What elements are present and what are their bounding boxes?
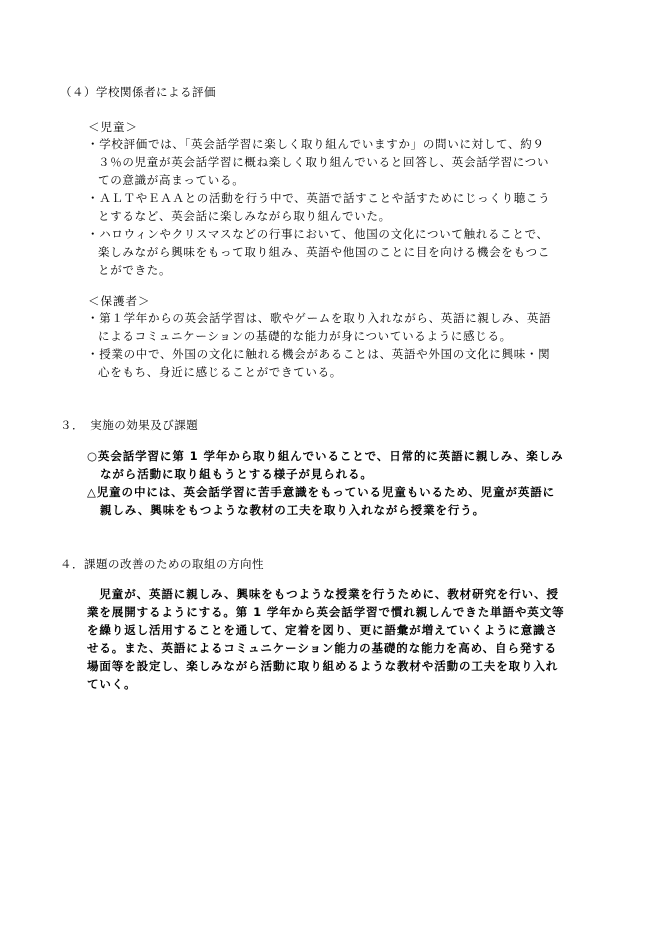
parents-label: ＜保護者＞ <box>88 294 151 308</box>
children-label: ＜児童＞ <box>88 120 138 134</box>
section-heading-improvement-direction: ４．課題の改善のための取組の方向性 <box>60 557 264 571</box>
parents-line: ・第１学年からの英会話学習は、歌やゲームを取り入れながら、英語に親しみ、英語 <box>87 311 552 325</box>
section-heading-school-evaluation: （４）学校関係者による評価 <box>60 85 216 99</box>
paragraph-line: を繰り返し活用することを通して、定着を図り、更に語彙が増えていくように意識さ <box>87 623 558 637</box>
paragraph-line: 児童が、英語に親しみ、興味をもつような授業を行うために、教材研究を行い、授 <box>87 587 559 601</box>
parents-line: によるコミュニケーションの基礎的な能力が身についているように感じる。 <box>98 329 512 343</box>
children-line: ３％の児童が英会話学習に概ね楽しく取り組んでいると回答し、英会話学習につい <box>98 155 550 169</box>
issue-line: △児童の中には、英会話学習に苦手意識をもっている児童もいるため、児童が英語に <box>87 485 556 499</box>
children-line: とができた。 <box>98 263 172 277</box>
paragraph-line: 業を展開するようにする。第 1 学年から英会話学習で慣れ親しんできた単語や英文等 <box>87 605 565 619</box>
children-line: ・学校評価では、「英会話学習に楽しく取り組んでいますか」の問いに対して、約９ <box>87 137 545 151</box>
paragraph-line: 場面等を設定し、楽しみながら活動に取り組めるような教材や活動の工夫を取り入れ <box>87 659 559 673</box>
section-heading-effects-issues: ３． 実施の効果及び課題 <box>60 418 199 432</box>
paragraph-line: せる。また、英語によるコミュニケーション能力の基礎的な能力を高め、自ら発する <box>87 641 558 655</box>
children-line: ての意識が高まっている。 <box>98 173 245 187</box>
children-line: 楽しみながら興味をもって取り組み、英語や他国のことに目を向ける機会をもつこ <box>98 245 551 259</box>
parents-line: 心をもち、身近に感じることができている。 <box>98 365 342 379</box>
paragraph-line: ていく。 <box>87 677 137 691</box>
effect-line: ながら活動に取り組もうとする様子が見られる。 <box>100 467 373 481</box>
parents-line: ・授業の中で、外国の文化に触れる機会があることは、英語や外国の文化に興味・関 <box>87 347 551 361</box>
children-line: とするなど、英会話に楽しみながら取り組んでいた。 <box>98 209 391 223</box>
effect-line: ○英会話学習に第 1 学年から取り組んでいることで、日常的に英語に親しみ、楽しみ <box>87 449 564 463</box>
children-line: ・ＡＬＴやＥＡＡとの活動を行う中で、英語で話すことや話すためにじっくり聴こう <box>87 191 551 205</box>
issue-line: 親しみ、興味をもつような教材の工夫を取り入れながら授業を行う。 <box>100 503 486 517</box>
children-line: ・ハロウィンやクリスマスなどの行事において、他国の文化について触れることで、 <box>87 227 549 241</box>
